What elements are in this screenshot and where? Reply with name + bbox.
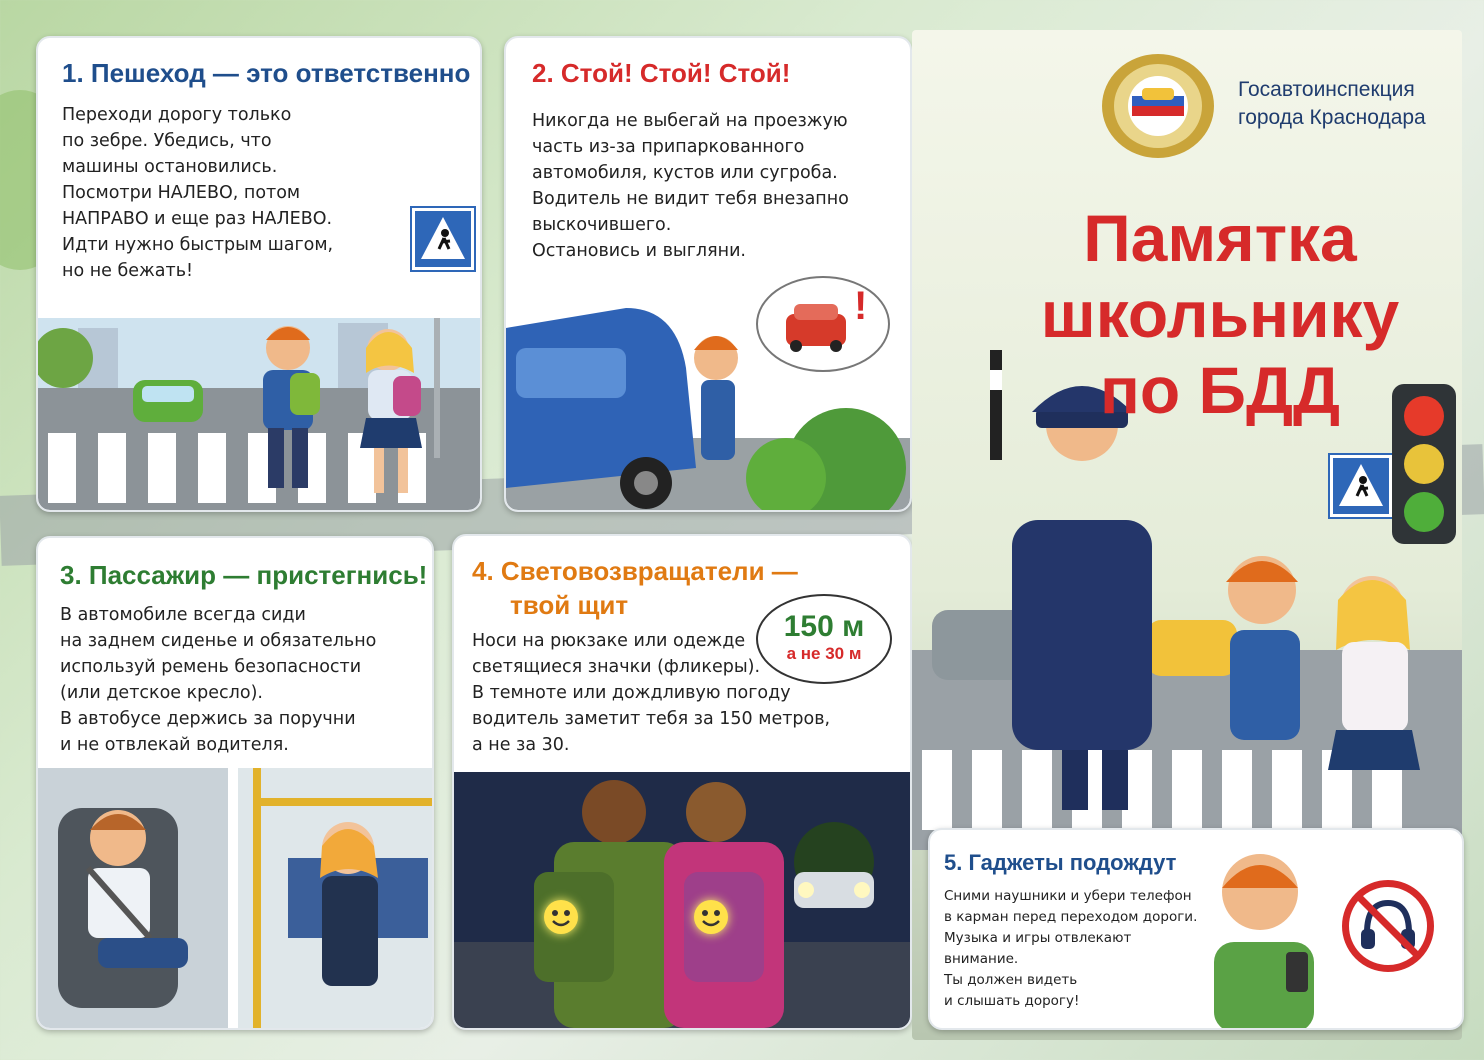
card-gadgets — [928, 828, 1464, 1030]
card-pedestrian — [36, 36, 482, 512]
card-title: 3. Пассажир — пристегнись! — [60, 560, 428, 590]
card-stop — [504, 36, 912, 512]
card-passenger — [36, 536, 434, 1030]
card-title: 5. Гаджеты подождут — [944, 850, 1177, 875]
no-headphones-icon — [1342, 880, 1434, 972]
crosswalk-illustration — [38, 318, 480, 510]
car-seat-and-bus-illustration — [38, 768, 432, 1028]
card-text: Переходи дорогу только по зебре. Убедись, что машины остановились. Посмотри НАЛЕВО, потом НАПРАВО и еще раз НАЛЕВО. Идти нужно быстрым шагом, но не бежать! — [62, 105, 334, 281]
pedestrian-crossing-sign-icon — [412, 208, 474, 270]
traffic-light-icon — [1392, 384, 1456, 544]
passenger-scene — [38, 768, 432, 1028]
card-title-line2: твой щит — [510, 590, 629, 620]
smiley-reflector-icon — [544, 900, 578, 934]
page-title: Памятка школьнику по БДД — [1040, 201, 1400, 427]
card-title: 1. Пешеход — это ответственно — [62, 58, 471, 88]
card-title: 2. Стой! Стой! Стой! — [532, 58, 791, 88]
card-title: 4. Световозвращатели — — [472, 556, 798, 586]
card-text: В автомобиле всегда сиди на заднем сиденье и обязательно используй ремень безопасности (или детское кресло). В автобусе держись за поручни и не отвлекай водителя. — [60, 605, 377, 755]
pedestrian-crossing-sign-icon — [1330, 455, 1392, 517]
card-text: Носи на рюкзаке или одежде светящиеся значки (фликеры). В темноте или дождливую погоду водитель заметит тебя за 150 метров, а не за 30. — [472, 631, 831, 755]
smiley-reflector-icon — [694, 900, 728, 934]
crosswalk-scene — [38, 318, 480, 510]
boy-with-phone-illustration — [1200, 842, 1340, 1030]
exclamation-mark: ! — [854, 284, 868, 328]
distance-main: 150 м — [783, 610, 865, 643]
card-reflectors — [452, 534, 912, 1030]
card-text: Никогда не выбегай на проезжую часть из-за припаркованного автомобиля, кустов или сугроба. Водитель не видит тебя внезапно выскочившего. Остановись и выгляни. — [532, 111, 849, 261]
distance-sub: а не 30 м — [786, 644, 862, 663]
night-scene — [454, 772, 910, 1028]
thought-bubble — [756, 276, 890, 372]
night-children-illustration — [454, 772, 910, 1028]
distance-bubble — [756, 594, 892, 684]
card-text: Сними наушники и убери телефон в карман перед переходом дороги. Музыка и игры отвлекают внимание. Ты должен видеть и слышать дорогу! — [944, 888, 1198, 1009]
organization-name: Госавтоинспекция города Краснодара — [1238, 78, 1426, 129]
red-car-icon — [758, 278, 888, 370]
gai-emblem-icon — [1092, 44, 1224, 164]
